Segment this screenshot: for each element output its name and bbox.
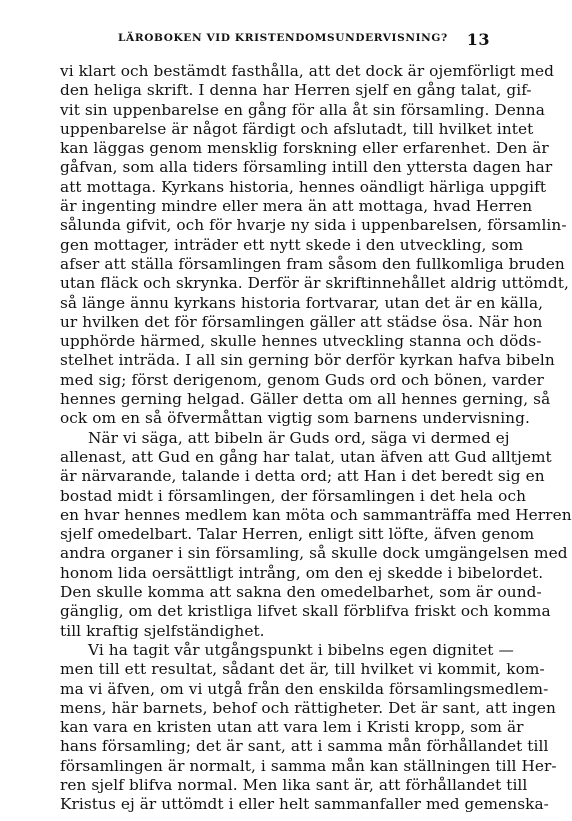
- text-line: är ingenting mindre eller mera än att mottaga, hvad Herren: [60, 197, 533, 216]
- text-line: en hvar hennes medlem kan möta och sammanträffa med Herren: [60, 505, 572, 524]
- paragraph-start-line: När vi säga, att bibeln är Guds ord, säga vi dermed ej: [88, 428, 510, 447]
- text-line: utan fläck och skrynka. Derför är skriftinnehållet aldrig uttömdt,: [60, 274, 569, 293]
- text-line: vi klart och bestämdt fasthålla, att det dock är ojemförligt med: [60, 62, 555, 80]
- text-line: att mottaga. Kyrkans historia, hennes oändligt härliga uppgift: [60, 177, 547, 196]
- text-line: kan läggas genom mensklig forskning eller erfarenhet. Den är: [60, 139, 549, 158]
- text-line: Kristus ej är uttömdt i eller helt sammanfaller med gemenska-: [60, 795, 549, 814]
- text-line: honom lida oersättligt intrång, om den ej skedde i bibelordet.: [60, 563, 544, 582]
- text-line: med sig; först derigenom, genom Guds ord och bönen, varder: [60, 370, 544, 389]
- text-line: vit sin uppenbarelse en gång för alla åt sin församling. Denna: [60, 100, 545, 119]
- page-number: 13: [466, 30, 490, 49]
- text-line: sjelf omedelbart. Talar Herren, enligt sitt löfte, äfven genom: [60, 525, 535, 544]
- text-line: den heliga skrift. I denna har Herren sjelf en gång talat, gif-: [60, 81, 532, 100]
- text-line: gänglig, om det kristliga lifvet skall förblifva friskt och komma: [60, 602, 551, 621]
- paragraph-end-line: till kraftig sjelfständighet.: [60, 621, 265, 640]
- text-line: allenast, att Gud en gång har talat, utan äfven att Gud alltjemt: [60, 447, 552, 466]
- text-line: gen mottager, inträder ett nytt skede i den utveckling, som: [60, 235, 524, 254]
- body-text: [60, 62, 572, 815]
- text-line: andra organer i sin församling, så skulle dock umgängelsen med: [60, 544, 568, 563]
- text-line: stelhet inträda. I all sin gerning bör derför kyrkan hafva bibeln: [60, 351, 555, 370]
- text-line: mens, här barnets, behof och rättigheter. Det är sant, att ingen: [60, 698, 556, 717]
- text-line: hans församling; det är sant, att i samma mån förhållandet till: [60, 737, 549, 756]
- text-line: sålunda gifvit, och för hvarje ny sida i uppenbarelsen, församlin-: [60, 216, 567, 235]
- text-line: bostad midt i församlingen, der församlingen i det hela och: [60, 486, 527, 505]
- paragraph-end-line: ock om en så öfvermåttan vigtig som barnens undervisning.: [60, 409, 530, 428]
- running-head: LÄROBOKEN VID KRISTENDOMSUNDERVISNING?: [118, 32, 448, 44]
- text-line: församlingen är normalt, i samma mån kan ställningen till Her-: [60, 756, 557, 775]
- text-line: hennes gerning helgad. Gäller detta om all hennes gerning, så: [60, 390, 551, 409]
- text-line: är närvarande, talande i detta ord; att Han i det beredt sig en: [60, 467, 545, 486]
- paragraph-start-line: Vi ha tagit vår utgångspunkt i bibelns egen dignitet —: [88, 640, 514, 659]
- text-line: Den skulle komma att sakna den omedelbarhet, som är ound-: [60, 583, 542, 602]
- text-line: upphörde härmed, skulle hennes utveckling stanna och döds-: [60, 332, 542, 351]
- text-line: så länge ännu kyrkans historia fortvarar, utan det är en källa,: [60, 293, 544, 312]
- text-line: ren sjelf blifva normal. Men lika sant är, att förhållandet till: [60, 775, 528, 794]
- page-header: [60, 30, 490, 54]
- text-line: kan vara en kristen utan att vara lem i Kristi kropp, som är: [60, 718, 524, 737]
- text-line: ma vi äfven, om vi utgå från den enskilda församlingsmedlem-: [60, 679, 549, 698]
- text-line: gåfvan, som alla tiders församling intill den yttersta dagen har: [60, 158, 553, 177]
- text-line: men till ett resultat, sådant det är, till hvilket vi kommit, kom-: [60, 660, 545, 679]
- text-line: ur hvilken det för församlingen gäller att städse ösa. När hon: [60, 312, 543, 331]
- text-line: uppenbarelse är något färdigt och afslutadt, till hvilket intet: [60, 119, 534, 138]
- text-line: afser att ställa församlingen fram såsom den fullkomliga bruden: [60, 254, 565, 273]
